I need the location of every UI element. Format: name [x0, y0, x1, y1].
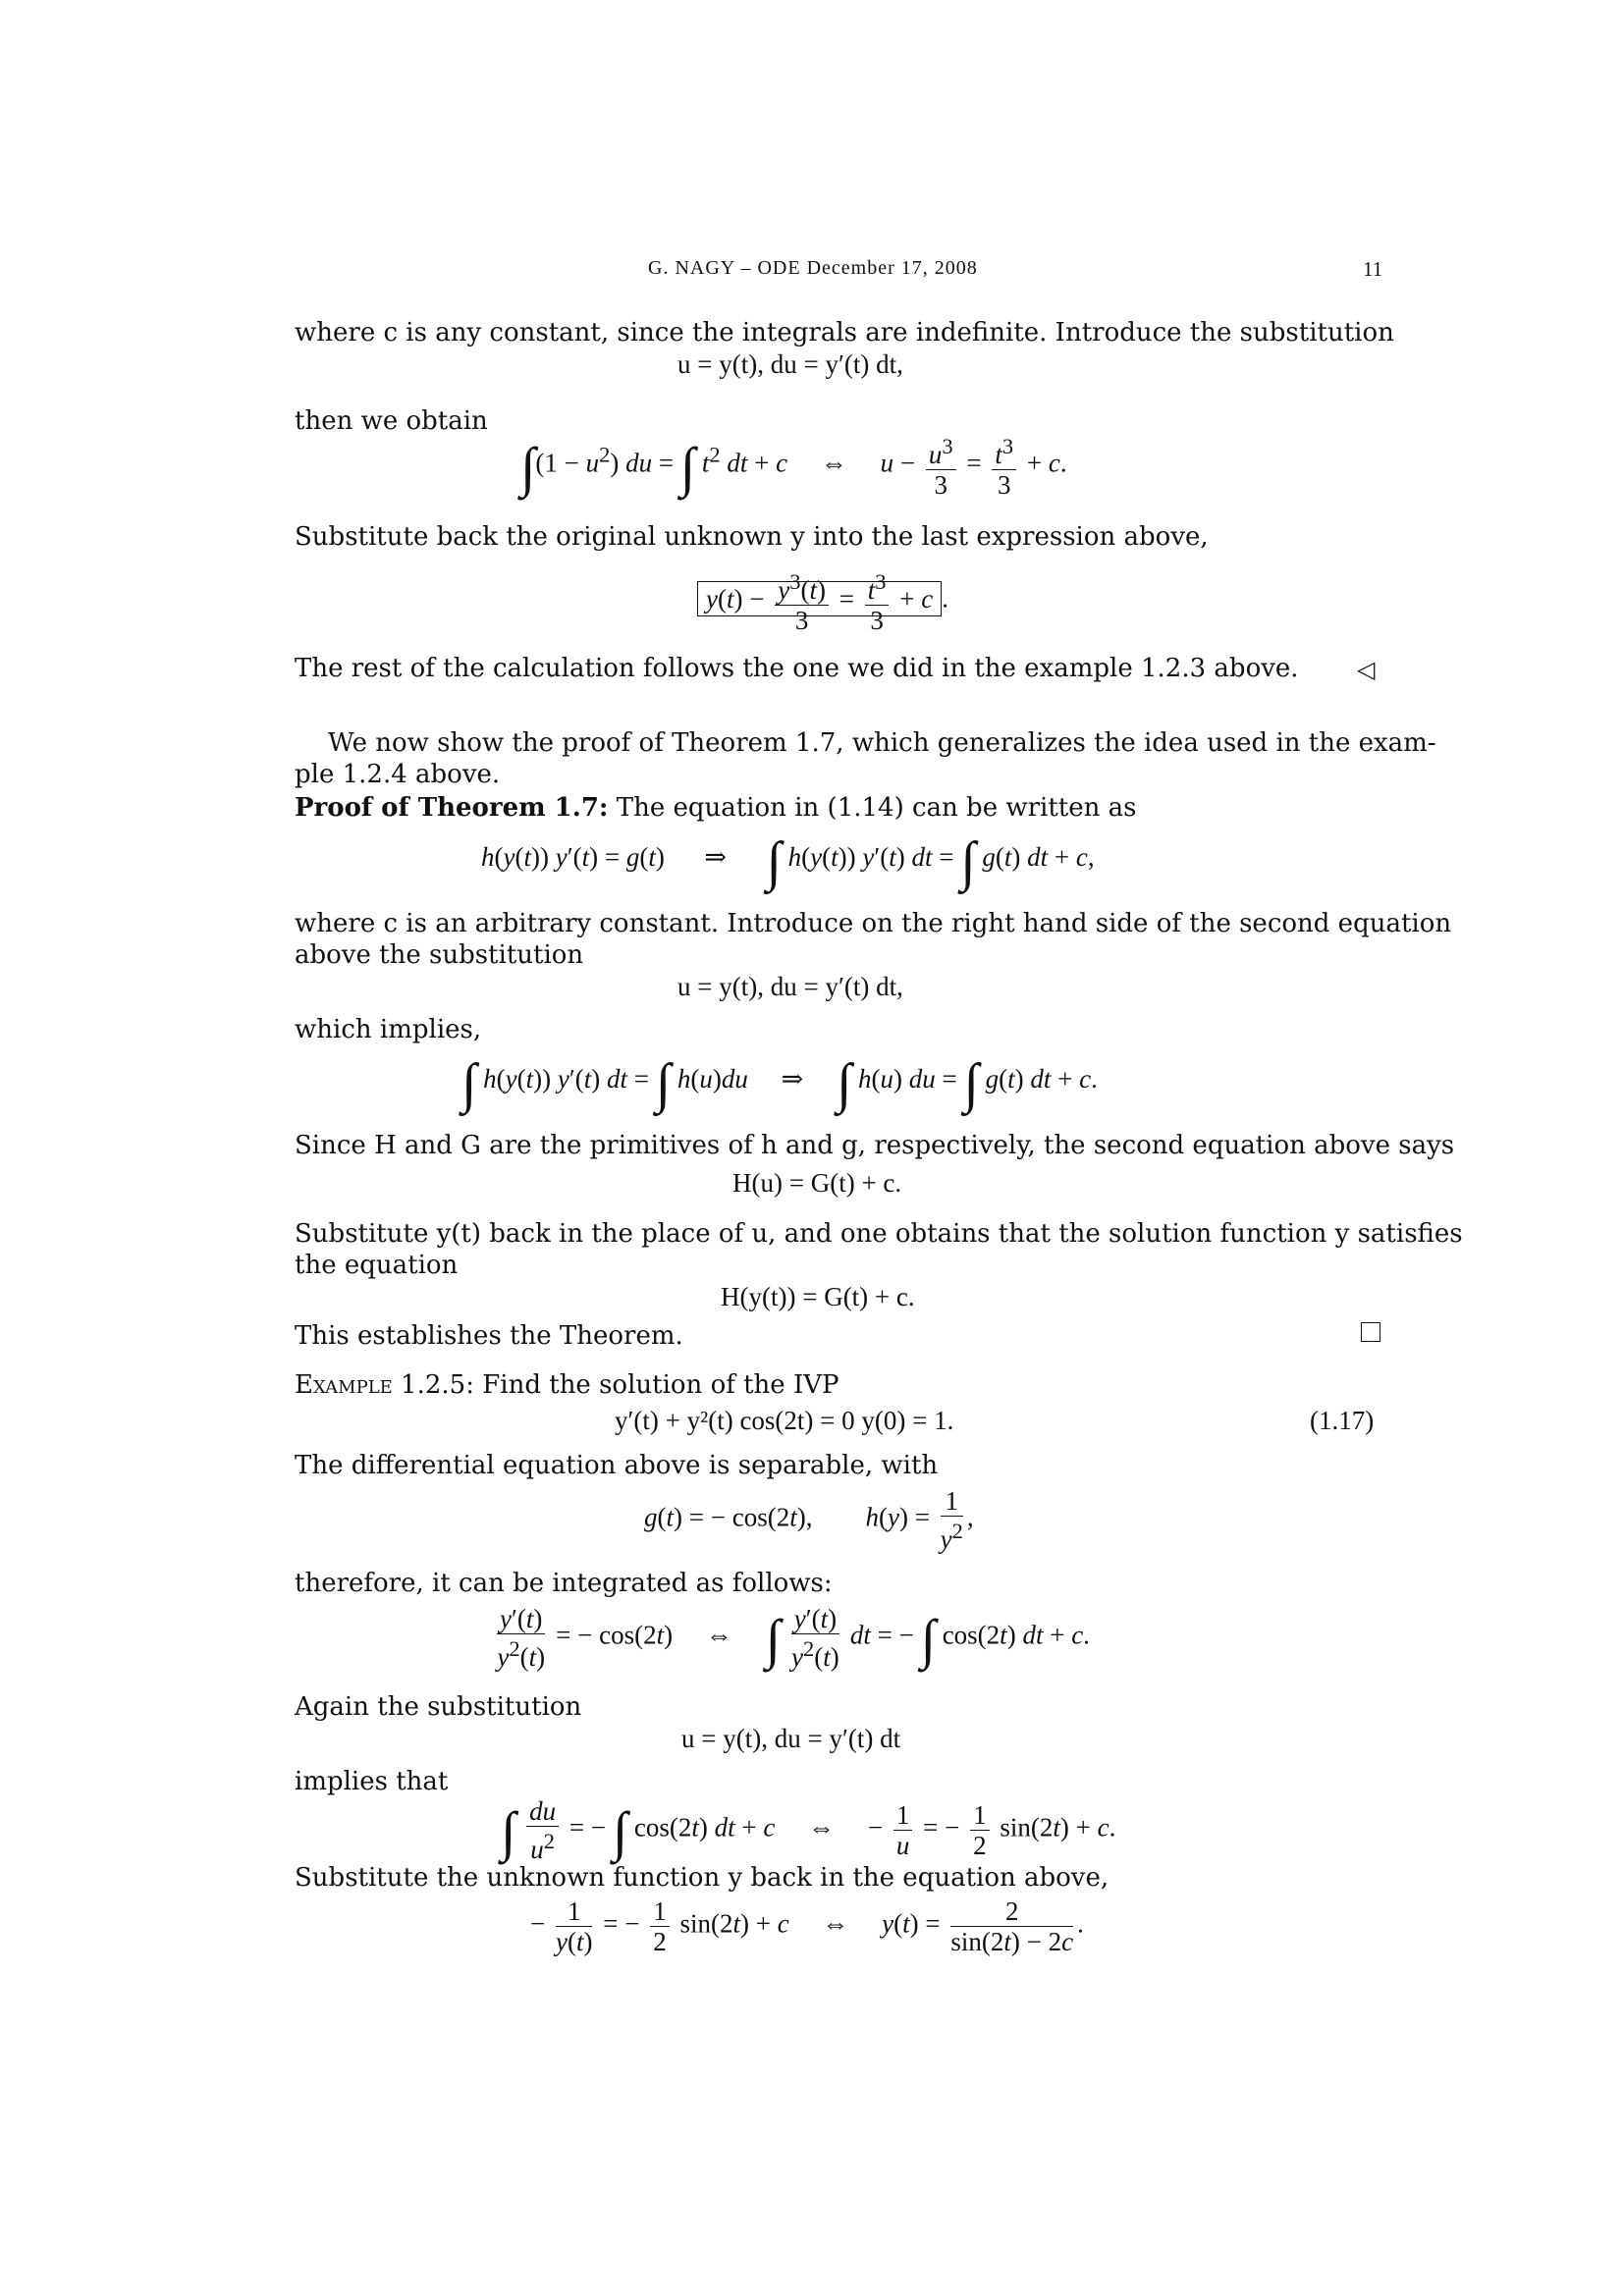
paragraph: therefore, it can be integrated as follows:	[295, 1569, 833, 1598]
equation: H(y(t)) = G(t) + c.	[721, 1282, 915, 1311]
equation: $\frac{y'(t)}{y^2(t)}$ = − cos(2t) ⇔ ∫ $\frac{y'(t)}{y^2(t)}$ dt = − ∫ cos(2t) dt + c.	[497, 1604, 1090, 1672]
equation: u = y(t), du = y′(t) dt,	[677, 349, 903, 379]
paragraph: the equation	[295, 1251, 459, 1280]
equation: H(u) = G(t) + c.	[732, 1168, 902, 1198]
paragraph: Again the substitution	[295, 1692, 582, 1722]
equation: u = y(t), du = y′(t) dt,	[677, 972, 903, 1001]
boxed-equation: y(t) − $\frac{y^3(t)}{3}$ = $\frac{t^3}{3}$ + c .	[697, 567, 948, 635]
paragraph: ple 1.2.4 above.	[295, 760, 501, 789]
equation: − $\frac{1}{y(t)}$ = − $\frac{1}{2}$ sin(2t) + c ⇔ y(t) = $\frac{2}{\sin(2t) - 2c}$ .	[530, 1896, 1084, 1956]
paragraph: Substitute y(t) back in the place of u, and one obtains that the solution function y satisfies	[295, 1219, 1463, 1249]
equation: ∫ $\frac{du}{u^2}$ = − ∫ cos(2t) dt + c ⇔ − $\frac{1}{u}$ = − $\frac{1}{2}$ sin(2t) + c.	[501, 1796, 1116, 1864]
paragraph: above the substitution	[295, 940, 584, 970]
paragraph: Substitute back the original unknown y into the last expression above,	[295, 522, 1209, 552]
example-text: Find the solution of the IVP	[473, 1370, 839, 1400]
paragraph: The rest of the calculation follows the one we did in the example 1.2.3 above.	[295, 654, 1299, 683]
equation: y′(t) + y²(t) cos(2t) = 0 y(0) = 1.	[615, 1406, 954, 1435]
example-label: Example 1.2.5:	[295, 1370, 474, 1400]
proof-label: Proof of Theorem 1.7:	[295, 793, 609, 823]
page-number: 11	[1363, 257, 1383, 281]
example-heading	[295, 1368, 839, 1402]
equation-tag: (1.17)	[1310, 1406, 1375, 1435]
equation: $\int(1 - u^2)$ du = ∫ $t^2$ dt + c ⇔ u − $\frac{u^3}{3}$ = $\frac{t^3}{3}$ + c.	[520, 434, 1067, 500]
running-header: G. NAGY – ODE December 17, 2008	[648, 257, 978, 279]
equation: g(t) = − cos(2t), h(y) = $\frac{1}{y^2}$ ,	[644, 1486, 974, 1554]
equation: h(y(t)) y′(t) = g(t) ⇒ ∫ h(y(t)) y′(t) dt = ∫ g(t) dt + c,	[481, 831, 1095, 892]
paragraph: implies that	[295, 1767, 449, 1796]
paragraph: The differential equation above is separable, with	[295, 1451, 939, 1480]
paragraph: Since H and G are the primitives of h and g, respectively, the second equation above says	[295, 1131, 1455, 1160]
paragraph: then we obtain	[295, 406, 488, 436]
paragraph: This establishes the Theorem.	[295, 1321, 683, 1351]
end-of-example-mark: ◁	[1357, 656, 1376, 683]
equation: ∫ h(y(t)) y′(t) dt = ∫ h(u)du ⇒ ∫ h(u) du = ∫ g(t) dt + c.	[461, 1053, 1098, 1114]
paragraph: We now show the proof of Theorem 1.7, which generalizes the idea used in the exam-	[328, 728, 1436, 758]
paragraph: Substitute the unknown function y back in the equation above,	[295, 1863, 1109, 1893]
proof-heading	[295, 791, 1137, 825]
proof-text: The equation in (1.14) can be written as	[608, 793, 1137, 823]
equation: u = y(t), du = y′(t) dt	[681, 1724, 901, 1753]
paragraph: where c is any constant, since the integrals are indefinite. Introduce the substitution	[295, 318, 1394, 347]
paragraph: which implies,	[295, 1015, 482, 1044]
paragraph: where c is an arbitrary constant. Introduce on the right hand side of the second equation	[295, 909, 1452, 938]
qed-square	[1361, 1322, 1380, 1342]
